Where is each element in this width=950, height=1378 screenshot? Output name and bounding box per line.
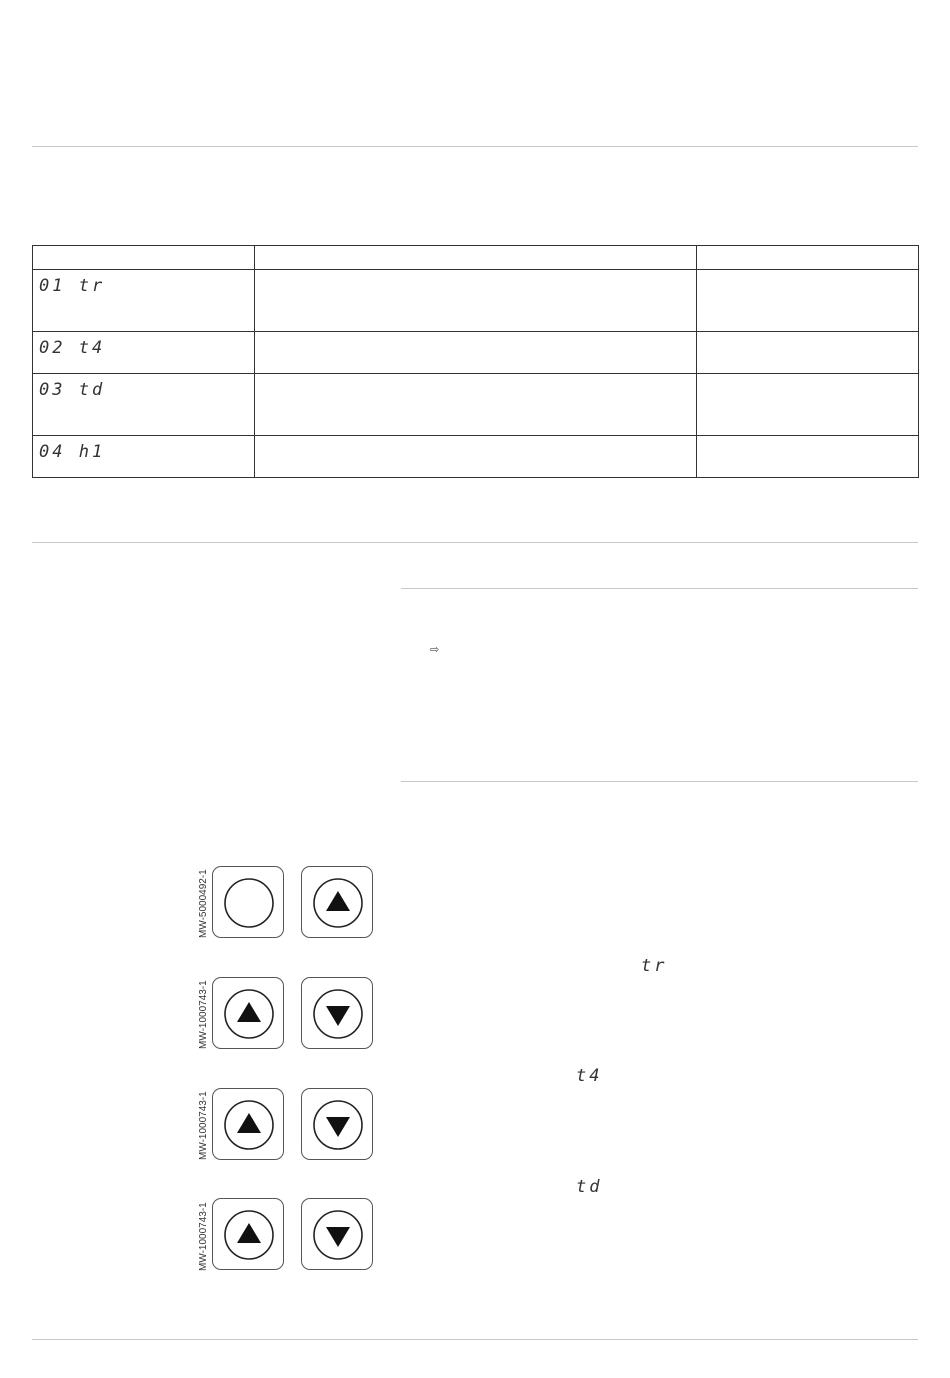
header-code xyxy=(33,246,255,270)
triangle-up-icon xyxy=(223,1099,275,1151)
row-value xyxy=(697,332,919,374)
figure-label: MW-1000743-1 xyxy=(198,1091,209,1160)
segment-code-01: 01 tr xyxy=(39,276,106,296)
segment-code-03: 03 td xyxy=(39,380,106,400)
triangle-up-icon xyxy=(223,1209,275,1261)
row-value xyxy=(697,374,919,436)
top-rule xyxy=(32,146,918,147)
row-value xyxy=(697,436,919,478)
down-arrow-button[interactable] xyxy=(301,1088,373,1160)
row-description xyxy=(255,332,697,374)
triangle-up-icon xyxy=(223,988,275,1040)
inline-segment-tr: tr xyxy=(641,956,668,976)
table-row xyxy=(33,374,919,436)
row-value xyxy=(697,270,919,332)
header-description xyxy=(255,246,697,270)
table-row xyxy=(33,436,919,478)
figure-label: MW-1000743-1 xyxy=(198,980,209,1049)
up-arrow-button[interactable] xyxy=(212,977,284,1049)
up-arrow-button[interactable] xyxy=(212,1088,284,1160)
footer-rule xyxy=(32,1339,918,1340)
note-top-rule xyxy=(401,588,918,589)
triangle-down-icon xyxy=(312,1099,364,1151)
table-header-row xyxy=(33,246,919,270)
table-row xyxy=(33,270,919,332)
segment-code-02: 02 t4 xyxy=(39,338,106,358)
note-bottom-rule xyxy=(401,781,918,782)
segment-code-04: 04 h1 xyxy=(39,442,106,462)
triangle-down-icon xyxy=(312,1209,364,1261)
up-arrow-button[interactable] xyxy=(301,866,373,938)
inline-segment-t4: t4 xyxy=(576,1066,603,1086)
parameter-table xyxy=(32,245,919,478)
circle-button[interactable] xyxy=(212,866,284,938)
circle-icon xyxy=(223,877,275,929)
row-description xyxy=(255,270,697,332)
inline-segment-td: td xyxy=(576,1177,603,1197)
row-description xyxy=(255,374,697,436)
header-value xyxy=(697,246,919,270)
triangle-up-icon xyxy=(312,877,364,929)
up-arrow-button[interactable] xyxy=(212,1198,284,1270)
down-arrow-button[interactable] xyxy=(301,1198,373,1270)
table-row xyxy=(33,332,919,374)
triangle-down-icon xyxy=(312,988,364,1040)
figure-label: MW-5000492-1 xyxy=(198,869,209,938)
figure-label: MW-1000743-1 xyxy=(198,1202,209,1271)
result-arrow-icon: ⇨ xyxy=(430,644,440,656)
down-arrow-button[interactable] xyxy=(301,977,373,1049)
row-description xyxy=(255,436,697,478)
section-rule xyxy=(32,542,918,543)
